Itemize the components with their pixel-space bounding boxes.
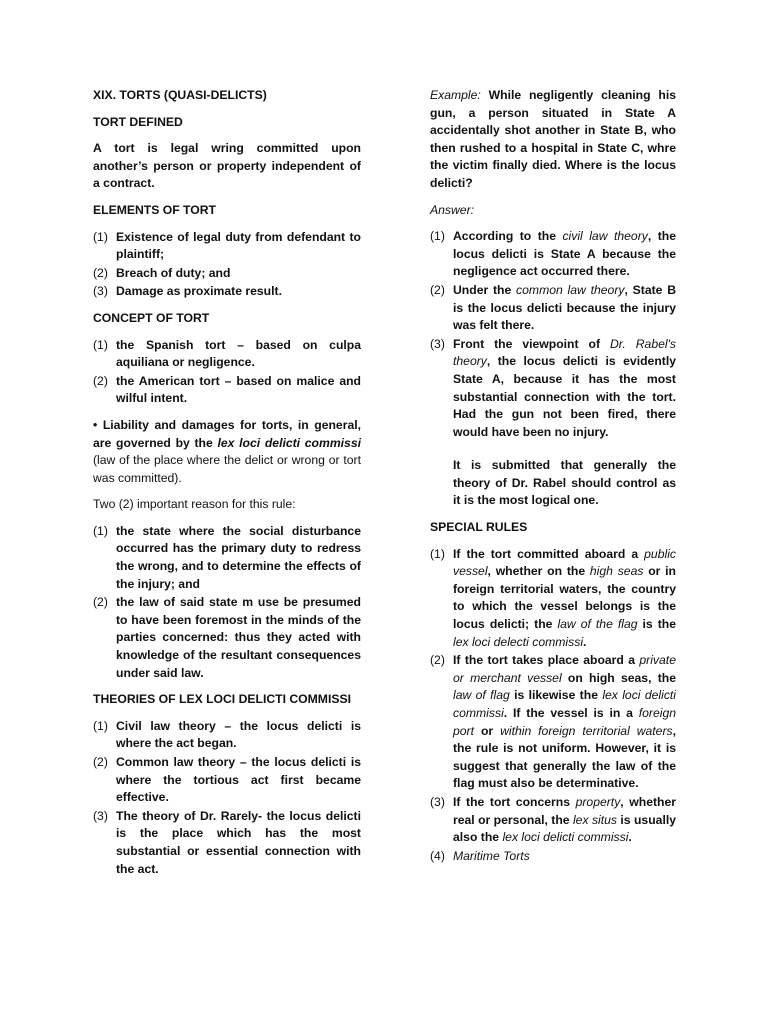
list-item <box>93 754 361 807</box>
list-item <box>93 229 361 264</box>
answer-text: , the locus delicti is State A because the negligence act occurred there. <box>453 229 676 279</box>
liability-paragraph <box>93 417 361 487</box>
list-item <box>430 652 676 793</box>
item-text: Breach of duty; and <box>116 265 231 280</box>
item-text: Common law theory – the locus delicti is where the tortious act first became effective. <box>116 755 361 805</box>
example-text: While negligently cleaning his gun, a person situated in State A accidentally shot another in State B, who then rushed to a hospital in State C, whre the victim finally died. Where is the locus delicti? <box>430 88 676 190</box>
rule-text: If the tort takes place aboard a <box>453 653 636 668</box>
item-text <box>453 336 676 442</box>
item-number: (2) <box>430 653 445 668</box>
rule-emphasis: Maritime Torts <box>453 848 530 863</box>
rule-text: is likewise the <box>514 688 598 703</box>
item-number: (1) <box>93 523 108 538</box>
rule-text: , the rule is not uniform. However, it is suggest that generally the law of the flag must also be determinative. <box>453 723 676 791</box>
answer-text: , the locus delicti is evidently State A, because it has the most substantial connection with the tort. Had the gun not been fired, there would have been no injury. <box>453 354 676 439</box>
item-text <box>453 546 676 652</box>
concept-list <box>93 337 361 408</box>
rule-text: . <box>628 830 632 845</box>
list-item <box>93 718 361 753</box>
item-number: (2) <box>430 282 445 297</box>
rule-emphasis: foreign port <box>453 706 676 738</box>
reasons-list <box>93 523 361 682</box>
rule-emphasis: lex loci delecti commissi <box>453 634 584 649</box>
item-number: (1) <box>93 718 108 733</box>
answer-emphasis: Dr. Rabel's theory <box>453 336 677 369</box>
rule-text: is usually also the <box>453 812 676 845</box>
list-item <box>93 594 361 682</box>
rule-emphasis: high seas <box>589 564 644 579</box>
rule-text: If the tort committed aboard a <box>453 546 639 561</box>
answer-text: Front the viewpoint of <box>453 336 601 351</box>
item-number: (3) <box>93 284 108 299</box>
rule-text: or <box>480 723 494 738</box>
item-text <box>453 848 676 866</box>
rule-emphasis: lex loci delicti commissi <box>502 830 629 845</box>
rule-emphasis: law of the flag <box>557 617 638 632</box>
example-paragraph <box>430 87 676 193</box>
list-item <box>93 373 361 408</box>
elements-list <box>93 229 361 301</box>
item-number: (3) <box>93 808 108 823</box>
right-column <box>430 87 676 874</box>
liability-tail: (law of the place where the delict or wrong or tort was committed). <box>93 453 361 485</box>
reasons-intro: Two (2) important reason for this rule: <box>93 497 296 512</box>
rule-text: on high seas, the <box>567 670 676 685</box>
item-text: the Spanish tort – based on culpa aquiliana or negligence. <box>116 337 361 370</box>
bullet-icon: • <box>93 417 98 432</box>
item-text <box>453 282 676 335</box>
answer-text: Under the <box>453 282 512 297</box>
rule-text: or in foreign territorial waters, the country to which the vessel belongs is the locus delicti; the <box>453 564 677 632</box>
special-rules-heading: SPECIAL RULES <box>430 520 528 535</box>
item-text <box>453 228 676 281</box>
rule-emphasis: law of flag <box>453 688 510 703</box>
item-text: the state where the social disturbance occurred has the primary duty to redress the wrong, and to determine the effects of the injury; and <box>116 523 361 591</box>
section-title: XIX. TORTS (QUASI-DELICTS) <box>93 88 267 102</box>
list-item <box>430 794 676 847</box>
theories-list <box>93 718 361 878</box>
rule-text: . If the vessel is in a <box>503 706 633 720</box>
item-number: (1) <box>93 337 108 352</box>
list-item <box>93 808 361 878</box>
item-text <box>453 652 676 793</box>
left-column <box>93 87 361 887</box>
item-number: (2) <box>93 265 108 280</box>
item-text: Existence of legal duty from defendant to plaintiff; <box>116 229 361 262</box>
list-item <box>430 336 676 442</box>
special-rules-list <box>430 546 676 866</box>
tort-defined-heading: TORT DEFINED <box>93 114 183 129</box>
concept-heading: CONCEPT OF TORT <box>93 310 210 325</box>
answer-text: , State B is the locus delicti because the injury was felt there. <box>453 282 677 333</box>
rule-text: , whether real or personal, the <box>453 794 676 827</box>
rule-text: . <box>583 634 587 649</box>
rule-text: is the <box>642 617 676 632</box>
item-text: the law of said state m use be presumed to have been foremost in the minds of the parties concerned: thus they acted with knowledge of the resultant consequences under said law. <box>116 595 361 680</box>
rule-text: , whether on the <box>487 564 586 579</box>
item-number: (2) <box>93 595 108 610</box>
item-text: Damage as proximate result. <box>116 284 282 299</box>
item-number: (3) <box>430 794 445 809</box>
list-item <box>93 283 361 301</box>
item-text: the American tort – based on malice and wilful intent. <box>116 373 361 406</box>
list-item <box>93 337 361 372</box>
theories-heading: THEORIES OF LEX LOCI DELICTI COMMISSI <box>93 692 351 707</box>
list-item <box>430 848 676 866</box>
liability-term: lex loci delicti commissi <box>217 435 361 450</box>
item-text <box>453 794 676 847</box>
list-item <box>93 523 361 593</box>
rule-text: If the tort concerns <box>453 794 570 809</box>
item-number: (1) <box>430 229 445 244</box>
item-text: The theory of Dr. Rarely- the locus delicti is the place which has the most substantial or essential connection with the act. <box>116 808 361 876</box>
item-number: (3) <box>430 336 445 351</box>
answer-emphasis: civil law theory <box>562 229 648 244</box>
list-item <box>430 282 676 335</box>
elements-heading: ELEMENTS OF TORT <box>93 202 217 217</box>
rule-emphasis: property <box>575 794 621 809</box>
conclusion-paragraph: It is submitted that generally the theory of Dr. Rabel should control as it is the most logical one. <box>453 458 676 508</box>
list-item <box>430 228 676 281</box>
item-number: (1) <box>430 546 445 561</box>
answer-text: According to the <box>453 229 556 244</box>
rule-emphasis: private or merchant vessel <box>453 653 676 685</box>
rule-emphasis: within foreign territorial waters <box>500 723 673 738</box>
answer-label: Answer: <box>430 202 475 217</box>
tort-definition-text: A tort is legal wring committed upon another’s person or property independent of a contract. <box>93 141 361 191</box>
rule-emphasis: lex loci delicti commissi <box>453 688 677 720</box>
example-label: Example: <box>430 88 481 102</box>
item-number: (2) <box>93 755 108 769</box>
list-item <box>430 546 676 652</box>
item-number: (4) <box>430 848 445 863</box>
rule-emphasis: public vessel <box>453 546 676 579</box>
item-number: (2) <box>93 373 108 388</box>
rule-emphasis: lex situs <box>572 812 618 827</box>
item-text: Civil law theory – the locus delicti is where the act began. <box>116 718 361 751</box>
answer-emphasis: common law theory <box>516 282 625 297</box>
list-item <box>93 265 361 283</box>
liability-lead: Liability and damages for torts, in general, are governed by the <box>93 417 362 450</box>
answers-list <box>430 228 676 441</box>
item-number: (1) <box>93 229 108 244</box>
